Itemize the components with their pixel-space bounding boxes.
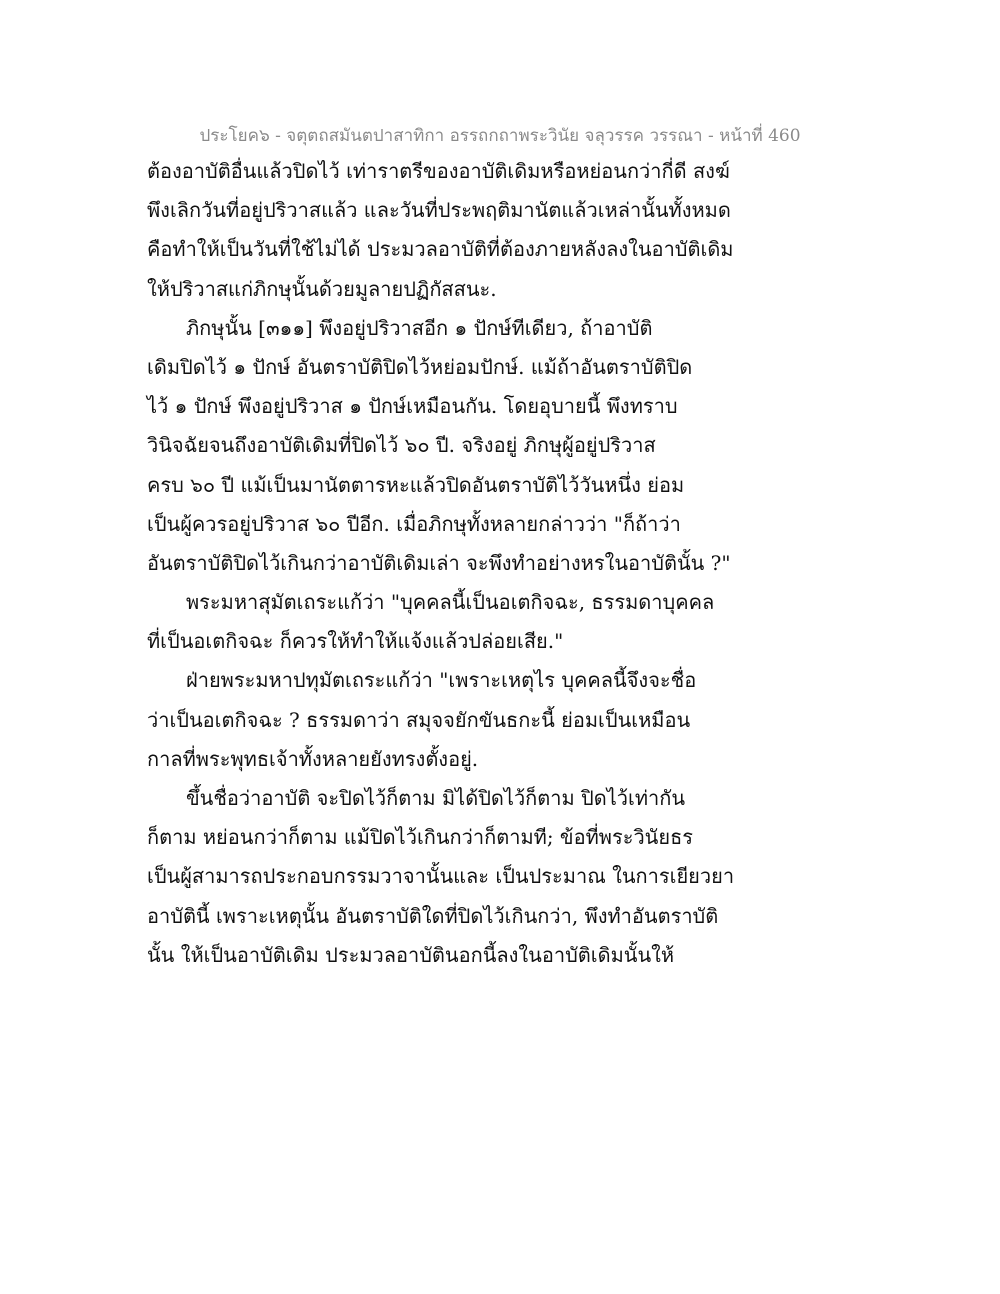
paragraph-start-line: ภิกษุนั้น [๓๑๑] พึงอยู่ปริวาสอีก ๑ ปักษ์ทีเดียว, ถ้าอาบัติ (186, 315, 653, 340)
text-line: อาบัตินี้ เพราะเหตุนั้น อันตราบัติใดที่ปิดไว้เกินกว่า, พึงทำอันตราบัติ (147, 903, 719, 928)
text-line: ไว้ ๑ ปักษ์ พึงอยู่ปริวาส ๑ ปักษ์เหมือนกัน. โดยอุบายนี้ พึงทราบ (147, 394, 678, 419)
paragraph-start-line: ขึ้นชื่อว่าอาบัติ จะปิดไว้ก็ตาม มิได้ปิดไว้ก็ตาม ปิดไว้เท่ากัน (186, 786, 686, 810)
text-line: ว่าเป็นอเตกิจฉะ ? ธรรมดาว่า สมุจจยักขันธกะนี้ ย่อมเป็นเหมือน (147, 707, 691, 732)
page-header: ประโยค๖ - จตุตถสมันตปาสาทิกา อรรถกถาพระวินัย จลุวรรค วรรณา - หน้าที่ 460 (199, 126, 801, 146)
text-line: อันตราบัติปิดไว้เกินกว่าอาบัติเดิมเล่า จะพึงทำอย่างหรในอาบัตินั้น ?" (147, 550, 731, 575)
text-line: ที่เป็นอเตกิจฉะ ก็ควรให้ทำให้แจ้งแล้วปล่อยเสีย." (147, 629, 564, 654)
text-line: พึงเลิกวันที่อยู่ปริวาสแล้ว และวันที่ประพฤติมานัตแล้วเหล่านั้นทั้งหมด (147, 198, 731, 223)
text-line: กาลที่พระพุทธเจ้าทั้งหลายยังทรงตั้งอยู่. (147, 746, 479, 771)
text-line: นั้น ให้เป็นอาบัติเดิม ประมวลอาบัตินอกนี้ลงในอาบัติเดิมนั้นให้ (147, 942, 675, 967)
text-line: ก็ตาม หย่อนกว่าก็ตาม แม้ปิดไว้เกินกว่าก็ตามที; ข้อที่พระวินัยธร (147, 825, 694, 850)
text-line: เป็นผู้ควรอยู่ปริวาส ๖๐ ปีอีก. เมื่อภิกษุทั้งหลายกล่าวว่า "ก็ถ้าว่า (147, 511, 681, 536)
paragraph-start-line: พระมหาสุมัตเถระแก้ว่า "บุคคลนี้เป็นอเตกิจฉะ, ธรรมดาบุคคล (186, 590, 715, 615)
text-line: ต้องอาบัติอื่นแล้วปิดไว้ เท่าราตรีของอาบัติเดิมหรือหย่อนกว่ากี่ดี สงฆ์ (147, 159, 730, 183)
body-text (147, 152, 747, 975)
text-line: วินิจฉัยจนถึงอาบัติเดิมที่ปิดไว้ ๖๐ ปี. จริงอยู่ ภิกษุผู้อยู่ปริวาส (147, 433, 656, 458)
text-line: เดิมปิดไว้ ๑ ปักษ์ อันตราบัติปิดไว้หย่อมปักษ์. แม้ถ้าอันตราบัติปิด (147, 354, 693, 379)
text-line: ให้ปริวาสแก่ภิกษุนั้นด้วยมูลายปฏิกัสสนะ. (147, 276, 497, 301)
paragraph-start-line: ฝ่ายพระมหาปทุมัตเถระแก้ว่า "เพราะเหตุไร บุคคลนี้จึงจะชื่อ (186, 668, 697, 693)
text-line: เป็นผู้สามารถประกอบกรรมวาจานั้นและ เป็นประมาณ ในการเยียวยา (147, 864, 735, 889)
text-line: ครบ ๖๐ ปี แม้เป็นมานัตตารหะแล้วปิดอันตราบัติไว้วันหนึ่ง ย่อม (147, 472, 685, 497)
text-line: คือทำให้เป็นวันที่ใช้ไม่ได้ ประมวลอาบัติที่ต้องภายหลังลงในอาบัติเดิม (147, 237, 734, 262)
